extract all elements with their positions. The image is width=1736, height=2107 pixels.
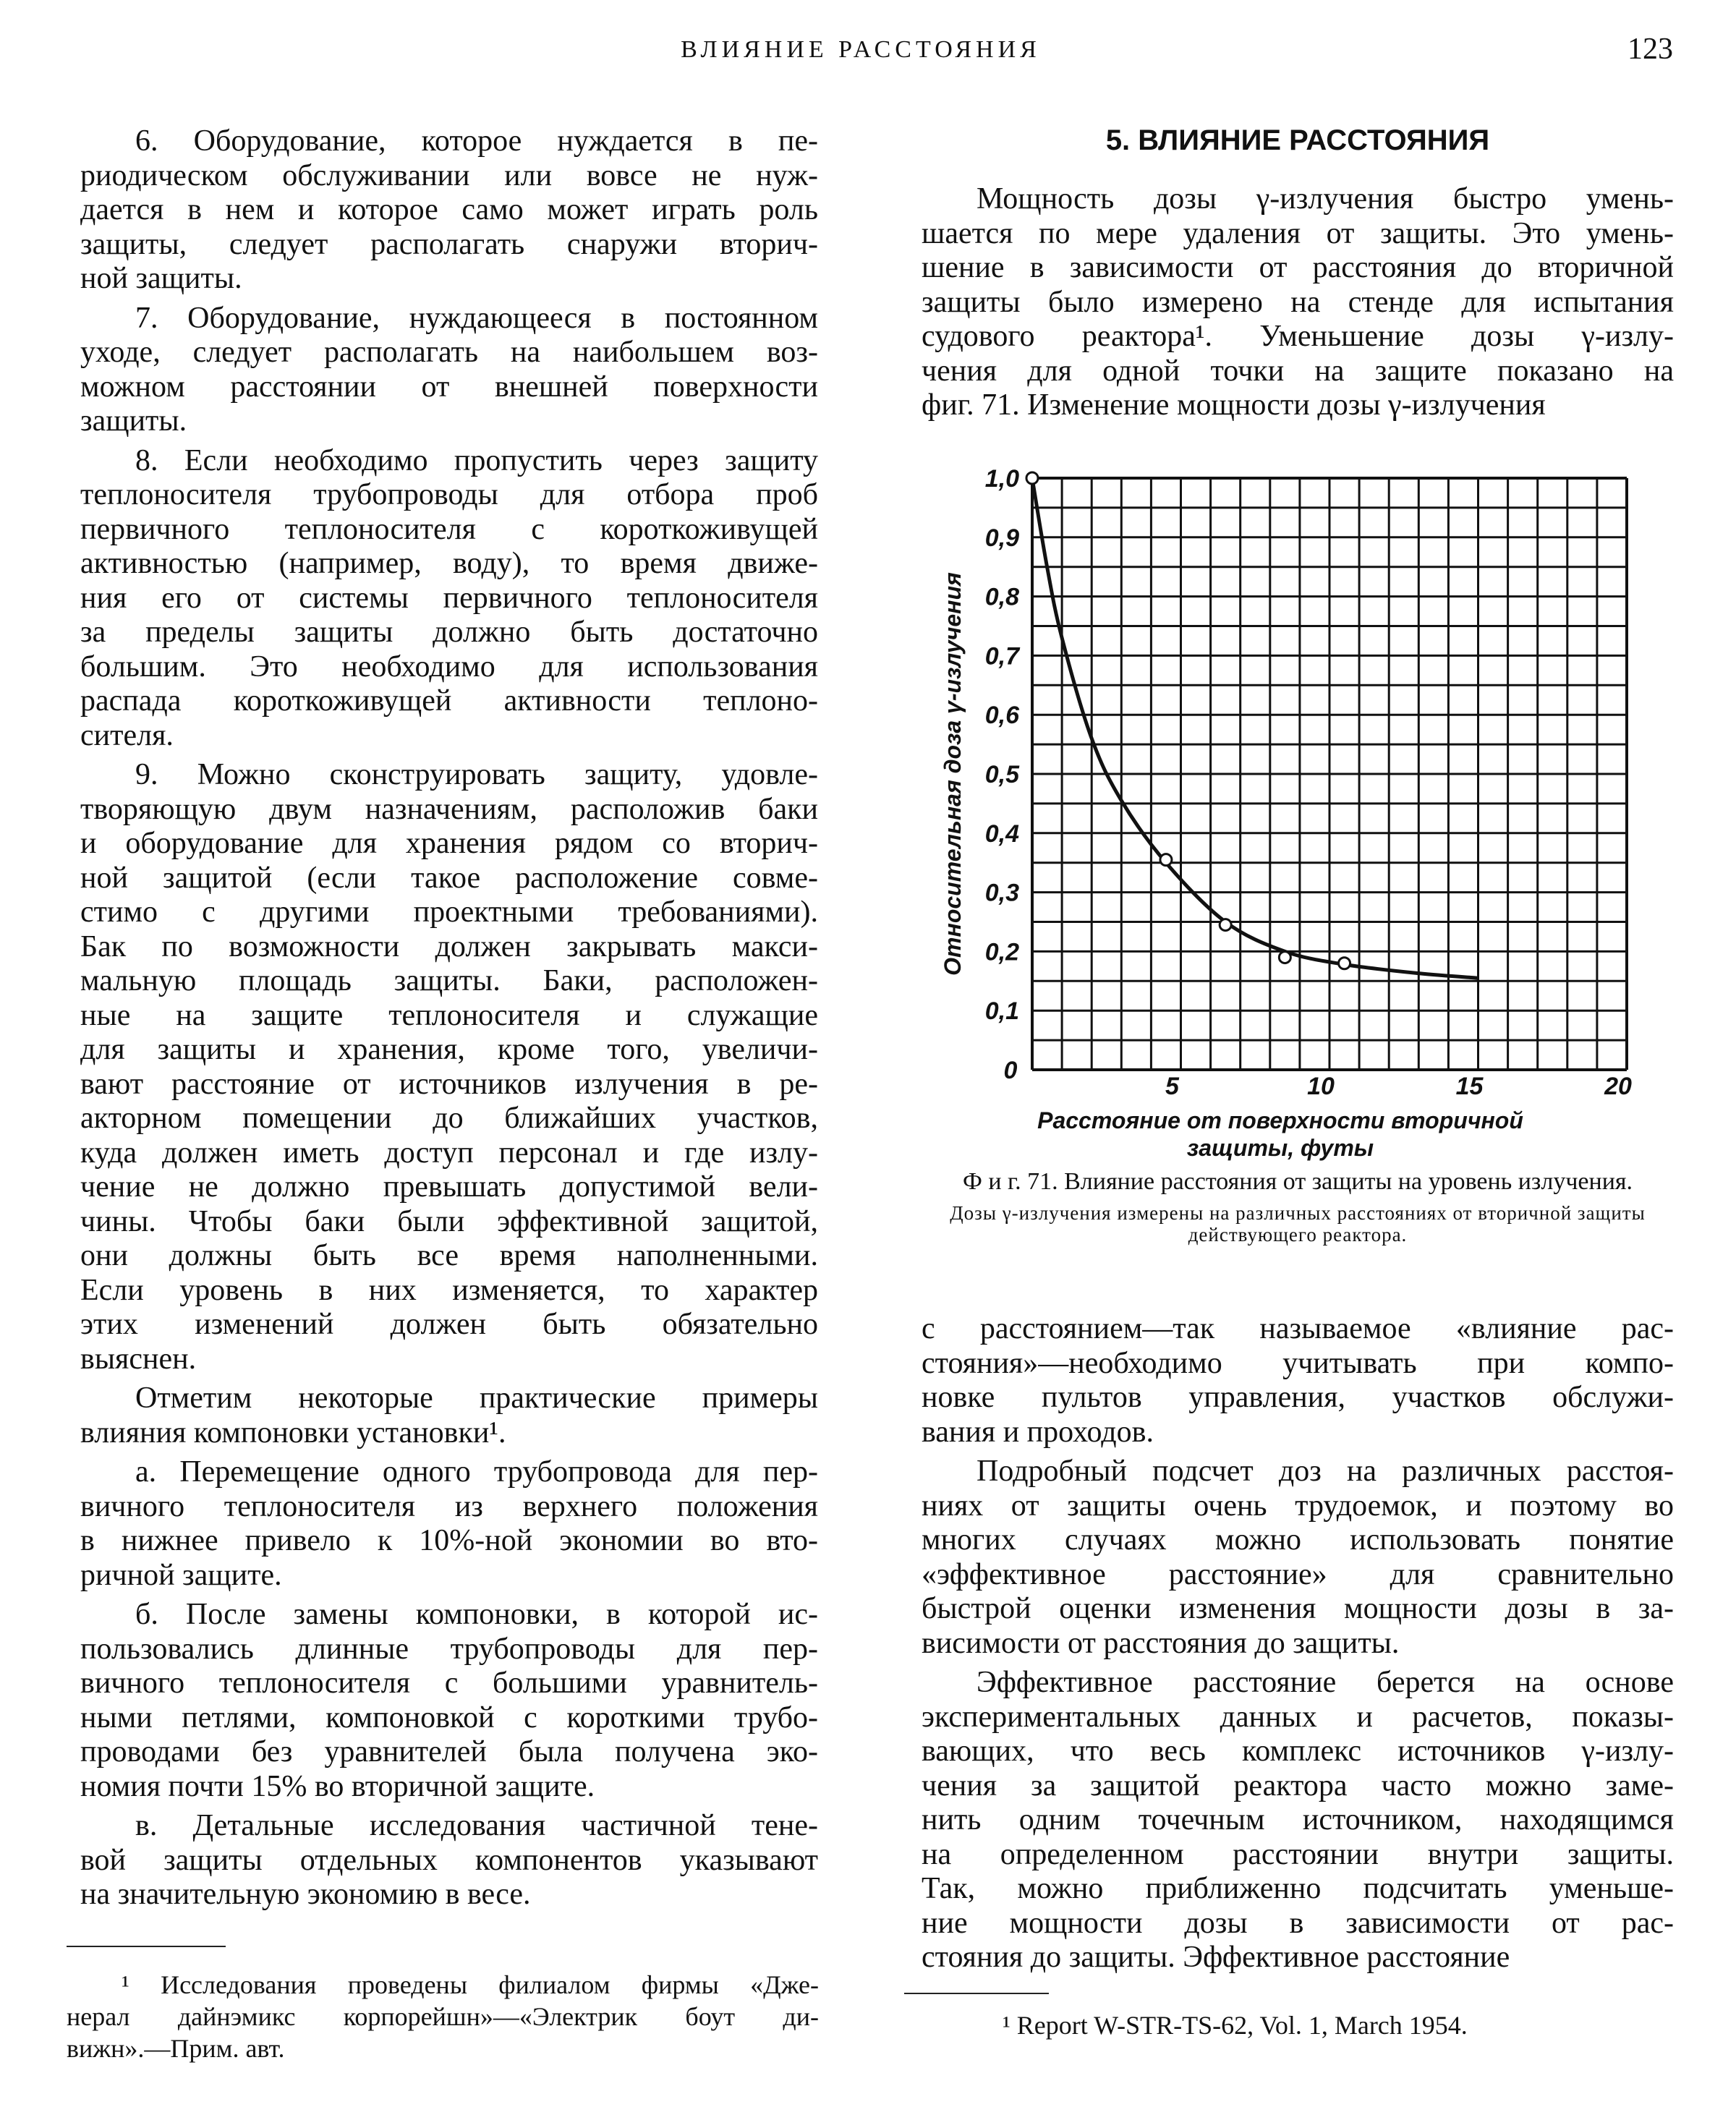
text-line: пользовались длинные трубопроводы для пер- xyxy=(80,1632,818,1666)
y-tick-label: 1,0 xyxy=(984,465,1019,493)
text-line: теплоносителя трубопроводы для отбора проб xyxy=(80,478,818,511)
text-line: можном расстоянии от внешней поверхности xyxy=(80,370,818,404)
text-line: «эффективное расстояние» для сравнительно xyxy=(922,1557,1674,1591)
text-line: выяснен. xyxy=(80,1342,197,1376)
running-title: ВЛИЯНИЕ РАССТОЯНИЯ xyxy=(681,36,1041,63)
text-line: мальную площадь защиты. Баки, расположен- xyxy=(80,964,818,997)
text-line: шение в зависимости от расстояния до вторичной xyxy=(922,251,1674,284)
x-axis-title-line-2: защиты, футы xyxy=(1186,1135,1374,1161)
x-tick-label: 20 xyxy=(1604,1073,1632,1100)
text-line: ные на защите теплоносителя и служащие xyxy=(80,998,818,1032)
text-line: стояния до защиты. Эффективное расстояние xyxy=(922,1941,1510,1974)
text-line: вой защиты отдельных компонентов указывают xyxy=(80,1843,818,1877)
x-axis-title-line-1: Расстояние от поверхности вторичной xyxy=(1037,1107,1523,1133)
text-line: ния его от системы первичного теплоносителя xyxy=(80,581,818,615)
text-line: ниях от защиты очень трудоемок, и поэтому во xyxy=(922,1489,1674,1523)
text-line: номия почти 15% во вторичной защите. xyxy=(80,1769,595,1803)
data-point xyxy=(1279,952,1290,963)
text-line: защиты было измерено на стенде для испытания xyxy=(922,285,1674,319)
x-tick-label: 10 xyxy=(1307,1073,1335,1100)
text-line: куда должен иметь доступ персонал и где излу- xyxy=(80,1136,818,1170)
caption-note: Дозы γ-излучения измерены на различных расстояниях от вторичной защиты действующего реактора. xyxy=(950,1202,1646,1246)
text-line: вают расстояние от источников излучения в ре- xyxy=(80,1067,818,1101)
data-points xyxy=(1026,472,1350,969)
text-line: они должны быть все время наполненными. xyxy=(80,1239,818,1272)
section-heading: 5. ВЛИЯНИЕ РАССТОЯНИЯ xyxy=(1105,124,1490,156)
text-line: влияния компоновки установки¹. xyxy=(80,1416,506,1450)
y-tick-label: 0,4 xyxy=(984,820,1019,848)
text-line: чение не должно превышать допустимой вели- xyxy=(80,1170,818,1204)
paragraph xyxy=(922,1312,1674,1450)
y-tick-label: 0,7 xyxy=(984,642,1019,671)
footnote-line: нерал дайнэмикс корпорейшн»—«Электрик боут ди- xyxy=(67,2002,819,2031)
data-point xyxy=(1220,919,1231,931)
right-column-bottom-text xyxy=(922,1312,1674,1980)
text-line: распада короткоживущей активности теплоно- xyxy=(80,684,818,718)
paragraph xyxy=(922,1455,1674,1661)
y-axis-title: Относительная доза γ-излучения xyxy=(940,572,966,976)
text-line: ние мощности дозы в зависимости от рас- xyxy=(922,1906,1674,1940)
text-line: чения для одной точки на защите показано на xyxy=(922,354,1674,388)
text-line: а. Перемещение одного трубопровода для пер- xyxy=(135,1455,818,1489)
text-line: 8. Если необходимо пропустить через защиту xyxy=(135,443,818,477)
text-line: Подробный подсчет доз на различных расстоя- xyxy=(977,1455,1674,1488)
text-line: защиты. xyxy=(80,404,187,438)
text-line: Отметим некоторые практические примеры xyxy=(135,1382,818,1415)
text-line: проводами без уравнителей была получена эко- xyxy=(80,1735,818,1768)
paragraph xyxy=(80,1809,818,1912)
footnote-line: вижн».—Прим. авт. xyxy=(67,2034,285,2063)
text-line: Мощность дозы γ-излучения быстро умень- xyxy=(977,182,1674,216)
x-tick-label: 15 xyxy=(1455,1073,1484,1100)
text-line: стимо с другими проектными требованиями). xyxy=(80,895,818,929)
text-line: ричной защите. xyxy=(80,1558,282,1592)
text-line: новке пультов управления, участков обслужи- xyxy=(922,1381,1674,1414)
text-line: акторном помещении до ближайших участков, xyxy=(80,1102,818,1135)
text-line: активностью (например, воду), то время движе- xyxy=(80,547,818,580)
right-footnote xyxy=(948,2009,1671,2044)
text-line: висимости от расстояния до защиты. xyxy=(922,1626,1400,1660)
text-line: судового реактора¹. Уменьшение дозы γ-излу- xyxy=(922,320,1674,353)
x-tick-label: 5 xyxy=(1165,1073,1179,1100)
footnote-divider xyxy=(904,1993,1049,1994)
y-tick-label: 0,3 xyxy=(984,879,1019,907)
text-line: Так, можно приближенно подсчитать уменьше- xyxy=(922,1872,1674,1905)
footnote-line: ¹ Report W-STR-TS-62, Vol. 1, March 1954. xyxy=(1003,2011,1468,2040)
text-line: вичного теплоносителя с большими уравнитель- xyxy=(80,1667,818,1700)
y-tick-labels xyxy=(985,465,1021,1025)
y-tick-label: 0,8 xyxy=(984,583,1019,611)
paragraph xyxy=(80,1382,818,1450)
text-line: первичного теплоносителя с короткоживущей xyxy=(80,512,818,546)
x-tick-label: 0 xyxy=(1003,1057,1018,1084)
text-line: вания и проходов. xyxy=(922,1415,1154,1449)
data-point xyxy=(1339,958,1350,969)
text-line: за пределы защиты должно быть достаточно xyxy=(80,616,818,649)
paragraph xyxy=(80,1598,818,1804)
text-line: шается по мере удаления от защиты. Это умень- xyxy=(922,216,1674,250)
footnote-divider xyxy=(67,1946,226,1947)
text-line: чения за защитой реактора часто можно заме- xyxy=(922,1768,1674,1802)
text-line: в. Детальные исследования частичной тене- xyxy=(135,1809,818,1842)
text-line: б. После замены компоновки, в которой ис- xyxy=(135,1598,818,1631)
text-line: с расстоянием—так называемое «влияние рас- xyxy=(922,1312,1674,1345)
text-line: многих случаях можно использовать понятие xyxy=(922,1523,1674,1557)
text-line: фиг. 71. Изменение мощности дозы γ-излучения xyxy=(922,388,1546,422)
y-tick-label: 0,5 xyxy=(984,761,1019,788)
text-line: этих изменений должен быть обязательно xyxy=(80,1308,818,1341)
text-line: Если уровень в них изменяется, то характер xyxy=(80,1273,818,1307)
text-line: уходе, следует располагать на наибольшем воз- xyxy=(80,336,818,369)
text-line: ной защиты. xyxy=(80,262,242,295)
page-number: 123 xyxy=(1628,33,1673,66)
text-line: 6. Оборудование, которое нуждается в пе- xyxy=(135,124,818,158)
text-line: вающих, что весь комплекс источников γ-излу- xyxy=(922,1734,1674,1768)
text-line: творяющую двум назначениям, расположив баки xyxy=(80,792,818,826)
text-line: большим. Это необходимо для использования xyxy=(80,650,818,684)
paragraph xyxy=(80,1455,818,1593)
text-line: быстрой оценки изменения мощности дозы в за- xyxy=(922,1592,1674,1625)
text-line: экспериментальных данных и расчетов, показы- xyxy=(922,1700,1674,1734)
data-point xyxy=(1160,854,1172,866)
caption-title: Ф и г. 71. Влияние расстояния от защиты на уровень излучения. xyxy=(962,1168,1633,1195)
text-line: сителя. xyxy=(80,718,174,752)
chart-grid xyxy=(1032,478,1627,1070)
text-line: ными петлями, компоновкой с короткими трубо- xyxy=(80,1701,818,1734)
text-line: Эффективное расстояние берется на основе xyxy=(977,1666,1674,1699)
text-line: дается в нем и которое само может играть роль xyxy=(80,193,818,226)
figure-caption xyxy=(922,1167,1674,1246)
text-line: риодическом обслуживании или вовсе не нуж- xyxy=(80,158,818,192)
text-line: для защиты и хранения, кроме того, увеличи- xyxy=(80,1033,818,1066)
text-line: и оборудование для хранения рядом со вторич- xyxy=(80,827,818,860)
paragraph xyxy=(922,1666,1674,1975)
y-tick-label: 0,6 xyxy=(984,702,1019,730)
text-line: защиты, следует располагать снаружи вторич- xyxy=(80,227,818,261)
text-line: 7. Оборудование, нуждающееся в постоянном xyxy=(135,301,818,335)
data-point xyxy=(1026,472,1038,484)
text-line: стояния»—необходимо учитывать при компо- xyxy=(922,1346,1674,1380)
text-line: Бак по возможности должен закрывать макси- xyxy=(80,929,818,963)
text-line: чины. Чтобы баки были эффективной защитой, xyxy=(80,1204,818,1238)
y-tick-label: 0,2 xyxy=(984,938,1019,966)
text-line: в нижнее привело к 10%-ной экономии во вто- xyxy=(80,1524,818,1557)
footnote-line: ¹ Исследования проведены филиалом фирмы «Дже- xyxy=(122,1970,819,1999)
y-tick-label: 0,1 xyxy=(984,997,1019,1026)
dose-curve xyxy=(1032,478,1478,978)
text-line: нить одним точечным источником, находящимся xyxy=(922,1803,1674,1836)
text-line: на значительную экономию в весе. xyxy=(80,1878,531,1911)
y-tick-label: 0,9 xyxy=(984,524,1019,552)
text-line: вичного теплоносителя из верхнего положения xyxy=(80,1489,818,1523)
text-line: ной защитой (если такое расположение совме- xyxy=(80,861,818,895)
left-footnote xyxy=(67,1969,819,2064)
text-line: на определенном расстоянии внутри защиты. xyxy=(922,1837,1674,1871)
text-line: 9. Можно сконструировать защиту, удовле- xyxy=(135,758,818,791)
